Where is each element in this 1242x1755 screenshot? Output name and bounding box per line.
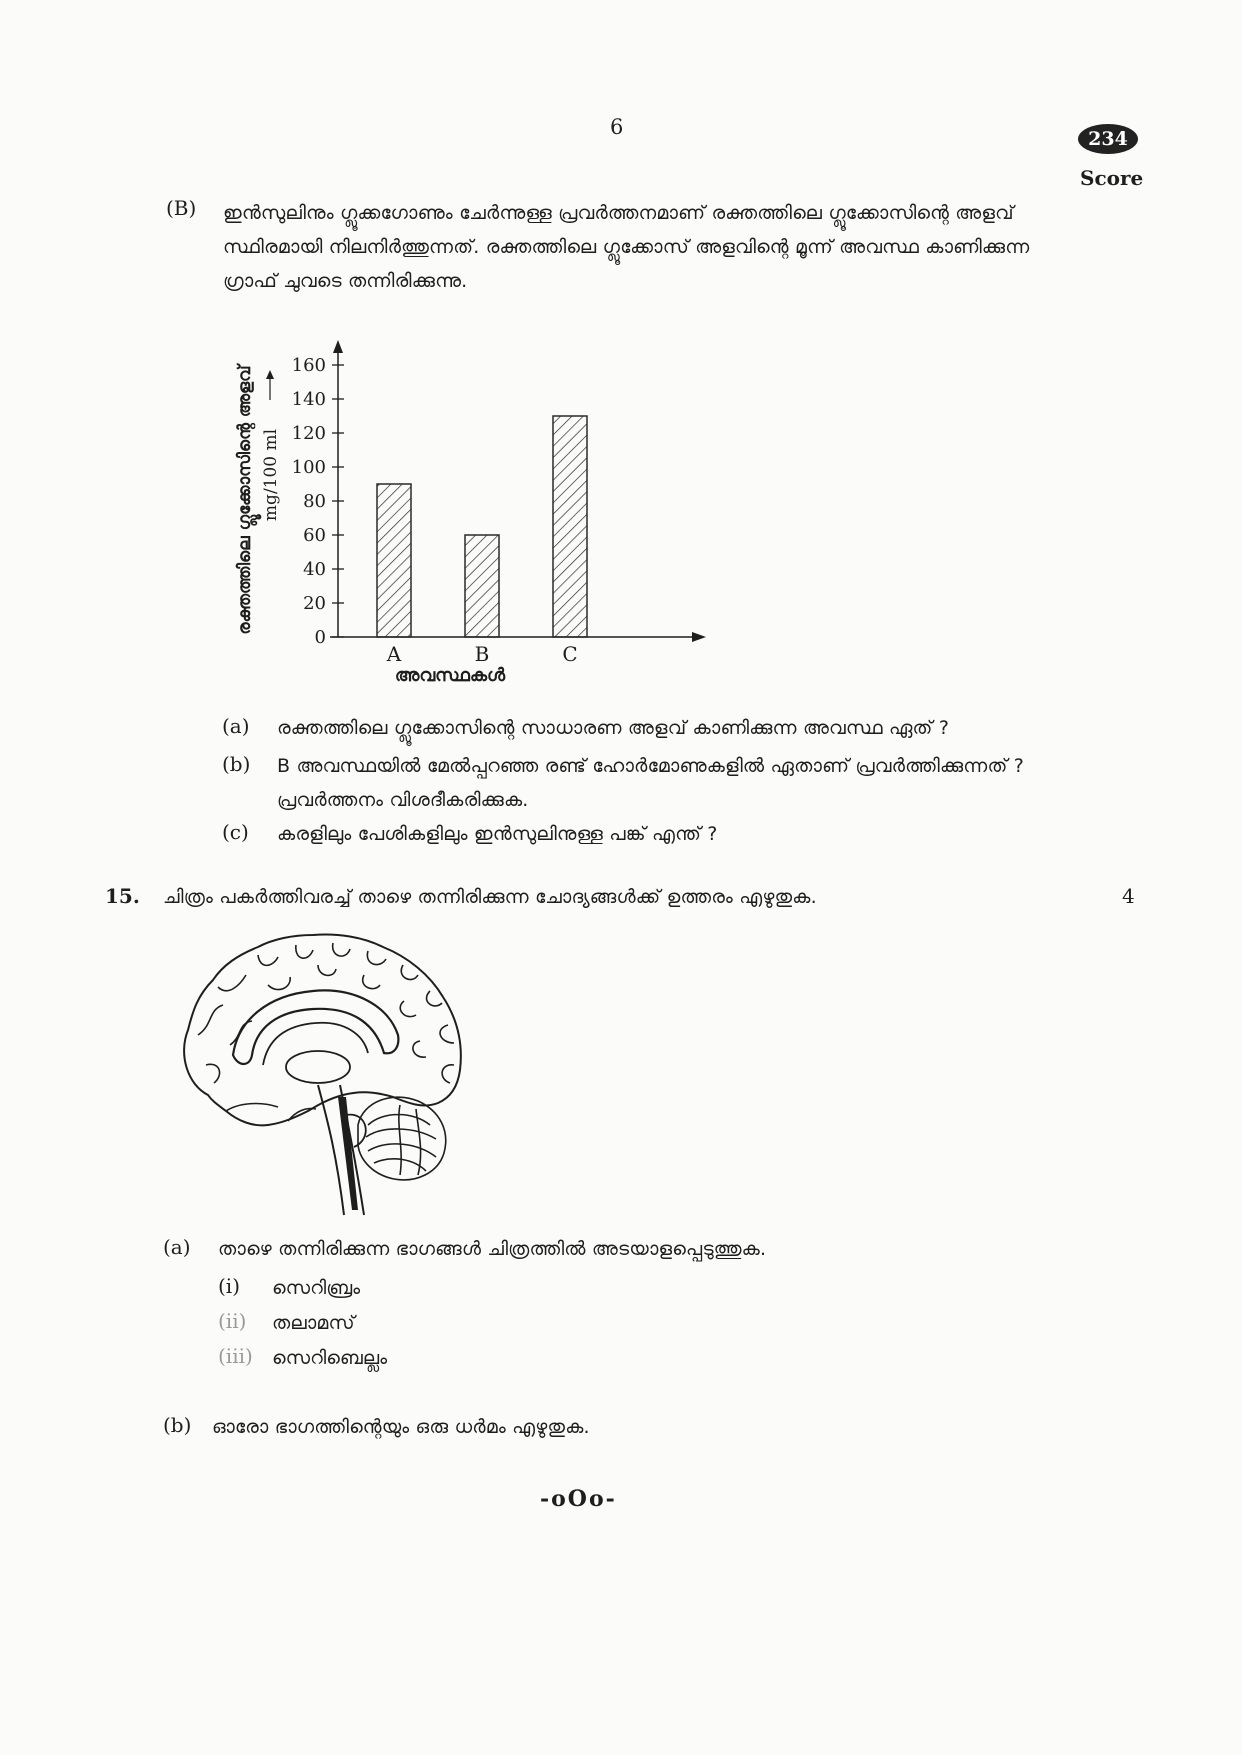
y-tick-label: 120 — [291, 423, 326, 444]
part-a-item-3-label: (iii) — [218, 1344, 253, 1368]
x-tick-label: B — [474, 642, 490, 666]
cerebrum-outline — [184, 935, 461, 1126]
y-tick-label: 40 — [303, 559, 326, 580]
question-15-part-b-text: ഓരോ ഭാഗത്തിന്റെയും ഒരു ധർമം എഴുതുക. — [212, 1416, 590, 1438]
y-label-arrowhead — [266, 370, 274, 379]
fornix — [263, 1023, 368, 1065]
y-tick-label: 160 — [291, 355, 326, 376]
glucose-bar-chart — [220, 315, 720, 695]
x-axis-label: അവസ്ഥകൾ — [394, 665, 506, 686]
y-tick-label: 20 — [303, 593, 326, 614]
question-15-part-b-label: (b) — [163, 1413, 192, 1437]
page-number: 6 — [610, 115, 624, 139]
question-15-number: 15. — [105, 884, 140, 908]
brain-diagram — [168, 925, 478, 1225]
question-15-part-a-text: താഴെ തന്നിരിക്കുന്ന ഭാഗങ്ങൾ ചിത്രത്തിൽ അടയാളപ്പെടുത്തുക. — [218, 1238, 767, 1260]
sub-question-c-text: കരളിലും പേശികളിലും ഇൻസുലിനുള്ള പങ്ക് എന്ത് ? — [277, 823, 718, 845]
x-axis-arrowhead — [692, 632, 706, 642]
cerebellum — [358, 1097, 446, 1180]
thalamus — [286, 1051, 350, 1083]
end-mark: -oOo- — [540, 1486, 617, 1512]
y-tick-label: 140 — [291, 389, 326, 410]
corpus-callosum — [233, 990, 398, 1064]
part-b-label: (B) — [166, 196, 197, 220]
cerebrum-lower-edge — [226, 1104, 316, 1121]
y-tick-label: 0 — [314, 627, 326, 648]
score-badge: 234 — [1078, 124, 1138, 154]
sub-question-c-label: (c) — [222, 820, 249, 844]
question-15-marks: 4 — [1122, 884, 1135, 908]
y-tick-label: 60 — [303, 525, 326, 546]
part-a-item-3-text: സെറിബെല്ലം — [272, 1347, 388, 1369]
part-a-item-2-text: തലാമസ് — [272, 1312, 355, 1334]
x-tick-label: C — [562, 642, 578, 666]
x-tick-label: A — [386, 642, 402, 666]
y-tick-label: 80 — [303, 491, 326, 512]
y-axis-label: രക്തത്തിലെ ഗ്ലൂക്കോസിന്റെ അളവ് — [235, 365, 255, 635]
score-label: Score — [1080, 166, 1144, 190]
y-axis-unit: mg/100 ml — [261, 428, 281, 522]
sub-question-b-label: (b) — [222, 752, 251, 776]
part-a-item-2-label: (ii) — [218, 1309, 247, 1333]
bar-c — [553, 416, 587, 637]
part-b-paragraph: ഇൻസുലിനും ഗ്ലൂക്കഗോണും ചേർന്നുള്ള പ്രവർത്തനമാണ് രക്തത്തിലെ ഗ്ലൂക്കോസിന്റെ അളവ് സ്ഥിരമായി നിലനിർത്തുന്നത്. രക്തത്തിലെ ഗ്ലൂക്കോസ് അളവിന്റെ മൂന്ന് അവസ്ഥ കാണിക്കുന്ന ഗ്രാഫ് ചുവടെ തന്നിരിക്കുന്നു. — [223, 202, 1030, 292]
sub-question-b-text: B അവസ്ഥയിൽ മേൽപ്പറഞ്ഞ രണ്ട് ഹോർമോണുകളിൽ ഏതാണ് പ്രവർത്തിക്കുന്നത് ? പ്രവർത്തനം വിശദീകരിക്കുക. — [277, 755, 1025, 811]
y-axis-arrowhead — [333, 340, 343, 353]
bar-b — [465, 535, 499, 637]
part-a-item-1-text: സെറിബ്രം — [272, 1277, 361, 1299]
sub-question-a-label: (a) — [222, 714, 250, 738]
bar-a — [377, 484, 411, 637]
sub-question-a-text: രക്തത്തിലെ ഗ്ലൂക്കോസിന്റെ സാധാരണ അളവ് കാണിക്കുന്ന അവസ്ഥ ഏത് ? — [277, 717, 950, 739]
y-tick-label: 100 — [291, 457, 326, 478]
question-15-part-a-label: (a) — [163, 1235, 191, 1259]
question-15-text: ചിത്രം പകർത്തിവരച്ച് താഴെ തന്നിരിക്കുന്ന ചോദ്യങ്ങൾക്ക് ഉത്തരം എഴുതുക. — [163, 886, 817, 908]
part-a-item-1-label: (i) — [218, 1274, 241, 1298]
